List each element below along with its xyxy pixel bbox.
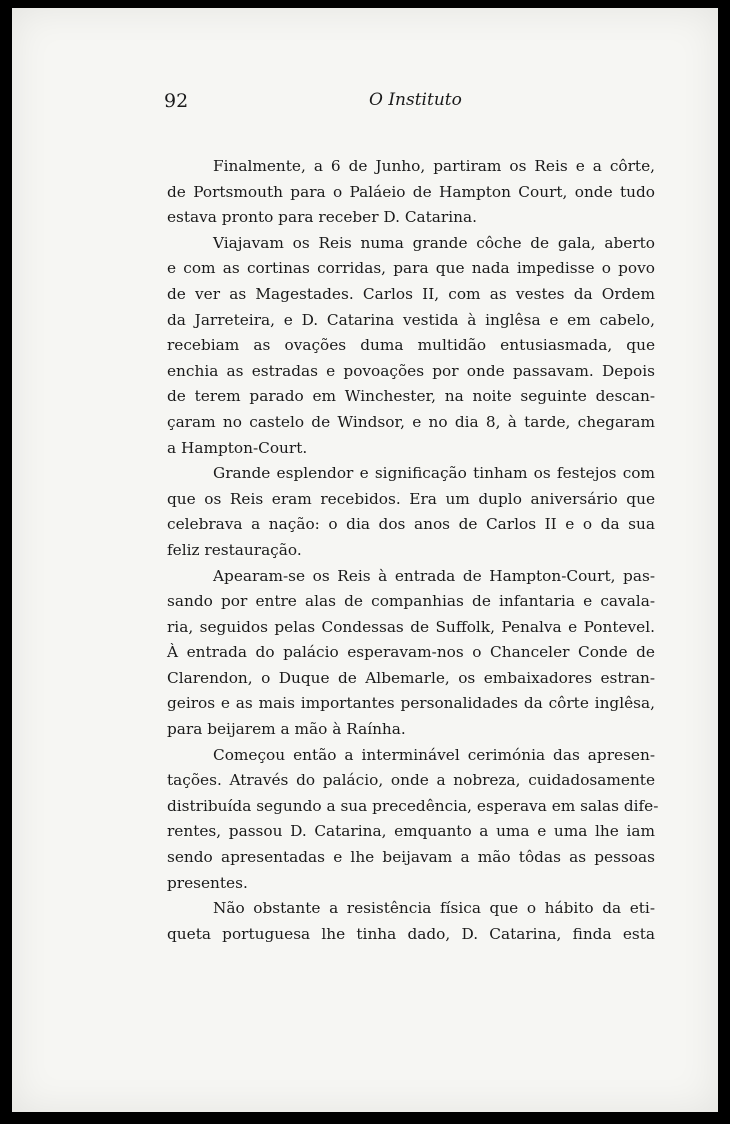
text-line: Começou então a interminável cerimónia das apresen- <box>213 745 655 764</box>
text-line: Não obstante a resistência física que o hábito da eti- <box>213 899 655 918</box>
text-line: tações. Através do palácio, onde a nobreza, cuidadosamente <box>167 771 655 790</box>
running-title: O Instituto <box>369 90 462 110</box>
paragraph <box>167 154 655 231</box>
text-line: celebrava a nação: o dia dos anos de Carlos II e o da sua <box>167 515 655 534</box>
paragraph <box>167 564 655 743</box>
text-line: Finalmente, a 6 de Junho, partiram os Reis e a côrte, <box>213 157 655 175</box>
body-text <box>167 154 659 947</box>
text-line: de ver as Magestades. Carlos II, com as vestes da Ordem <box>167 284 655 303</box>
text-line: Clarendon, o Duque de Albemarle, os embaixadores estran- <box>167 668 655 687</box>
text-line: Apearam-se os Reis à entrada de Hampton-Court, pas- <box>213 566 655 585</box>
text-line: de Portsmouth para o Paláeio de Hampton Court, onde tudo <box>167 182 655 201</box>
text-line: Grande esplendor e significação tinham os festejos com <box>213 464 655 483</box>
paragraph <box>167 743 659 897</box>
text-line: enchia as estradas e povoações por onde passavam. Depois <box>167 361 655 380</box>
text-line: feliz restauração. <box>167 540 302 559</box>
text-line: sendo apresentadas e lhe beijavam a mão tôdas as pessoas <box>167 848 655 867</box>
text-line: e com as cortinas corridas, para que nada impedisse o povo <box>167 259 655 278</box>
text-line: geiros e as mais importantes personalidades da côrte inglêsa, <box>167 694 655 713</box>
text-line: para beijarem a mão à Raínha. <box>167 720 406 739</box>
text-line: Viajavam os Reis numa grande côche de gala, aberto <box>213 233 655 252</box>
text-line: presentes. <box>167 873 248 892</box>
text-line: sando por entre alas de companhias de infantaria e cavala- <box>167 592 655 611</box>
text-line: de terem parado em Winchester, na noite seguinte descan- <box>167 387 655 406</box>
page-number: 92 <box>164 90 189 112</box>
paragraph <box>167 461 655 563</box>
book-page <box>12 8 718 1112</box>
text-line: À entrada do palácio esperavam-nos o Chanceler Conde de <box>167 643 655 662</box>
text-line: çaram no castelo de Windsor, e no dia 8, à tarde, chegaram <box>167 412 655 431</box>
text-line: distribuída segundo a sua precedência, esperava em salas dife- <box>167 796 659 815</box>
text-line: ria, seguidos pelas Condessas de Suffolk, Penalva e Pontevel. <box>167 617 655 636</box>
text-line: a Hampton-Court. <box>167 438 308 457</box>
text-line: da Jarreteira, e D. Catarina vestida à inglêsa e em cabelo, <box>167 310 655 329</box>
paragraph <box>167 231 655 461</box>
text-line: estava pronto para receber D. Catarina. <box>167 208 477 227</box>
page-header <box>164 90 504 116</box>
text-line: que os Reis eram recebidos. Era um duplo aniversário que <box>167 489 655 508</box>
paragraph <box>167 896 655 947</box>
text-line: recebiam as ovações duma multidão entusiasmada, que <box>167 336 655 355</box>
text-line: rentes, passou D. Catarina, emquanto a uma e uma lhe iam <box>167 822 655 841</box>
text-line: queta portuguesa lhe tinha dado, D. Catarina, finda esta <box>167 924 655 943</box>
